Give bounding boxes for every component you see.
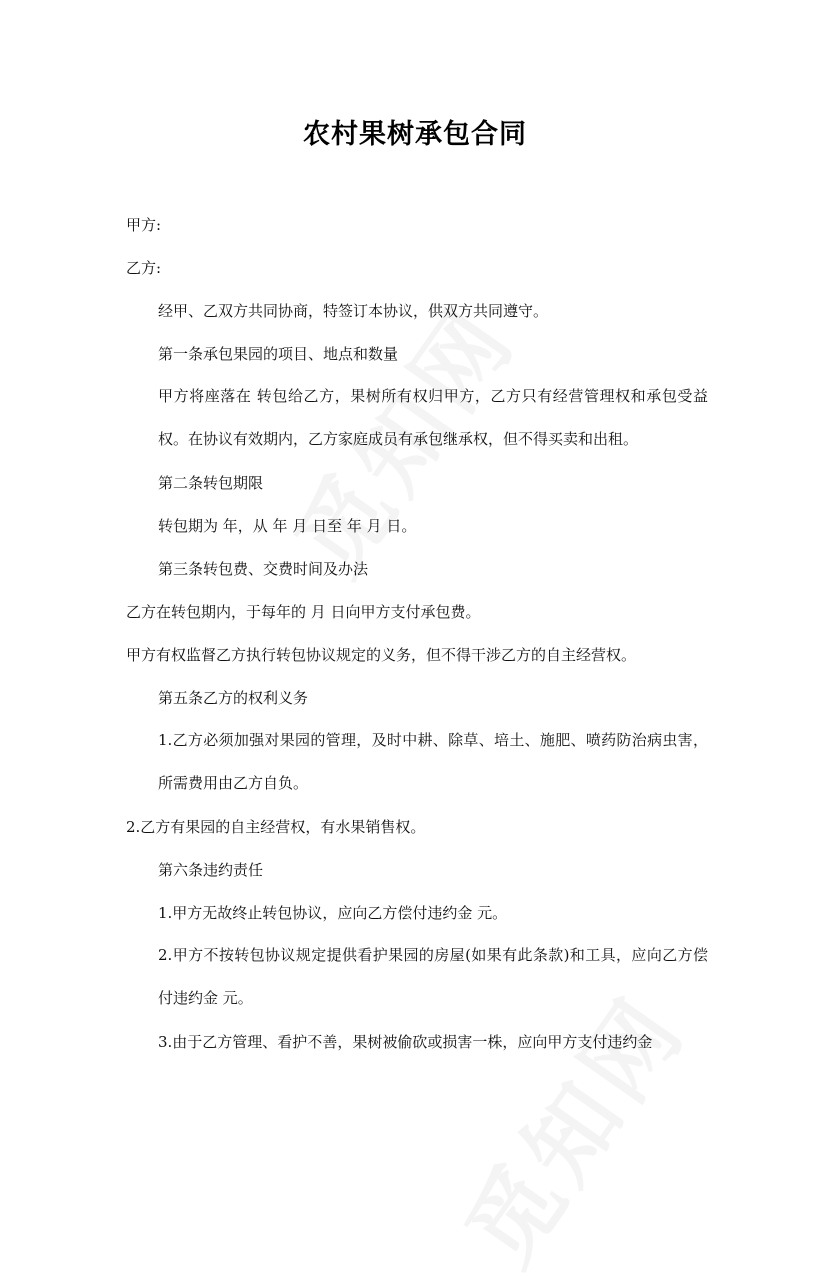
article-5-heading: 第五条乙方的权利义务 [158,689,309,707]
article-6-item-3: 3.由于乙方管理、看护不善，果树被偷砍或损害一株，应向甲方支付违约金 [158,1033,653,1051]
article-6-heading: 第六条违约责任 [158,861,264,879]
article-5-item-1: 1.乙方必须加强对果园的管理，及时中耕、除草、培土、施肥、喷药防治病虫害，所需费用由乙方自负。 [158,731,708,792]
article-6-item-2: 2.甲方不按转包协议规定提供看护果园的房屋(如果有此条款)和工具，应向乙方偿付违约金 元。 [158,946,708,1007]
article-1-body: 甲方将座落在 转包给乙方，果树所有权归甲方，乙方只有经营管理权和承包受益权。在协议有效期内，乙方家庭成员有承包继承权，但不得买卖和出租。 [158,387,708,448]
party-a-line: 甲方: [126,216,162,234]
article-2-body: 转包期为 年，从 年 月 日至 年 月 日。 [158,517,417,535]
article-1-heading: 第一条承包果园的项目、地点和数量 [158,345,399,363]
article-3-supervision: 甲方有权监督乙方执行转包协议规定的义务，但不得干涉乙方的自主经营权。 [126,646,637,664]
party-b-line: 乙方: [126,259,162,277]
article-2-heading: 第二条转包期限 [158,474,264,492]
article-5-item-2: 2.乙方有果园的自主经营权，有水果销售权。 [126,818,426,836]
preamble: 经甲、乙双方共同协商，特签订本协议，供双方共同遵守。 [158,302,549,320]
article-3-heading: 第三条转包费、交费时间及办法 [158,560,369,578]
document-title: 农村果树承包合同 [303,119,527,150]
article-3-body: 乙方在转包期内，于每年的 月 日向甲方支付承包费。 [126,603,481,621]
article-6-item-1: 1.甲方无故终止转包协议，应向乙方偿付违约金 元。 [158,904,508,922]
document-body [126,214,708,1074]
